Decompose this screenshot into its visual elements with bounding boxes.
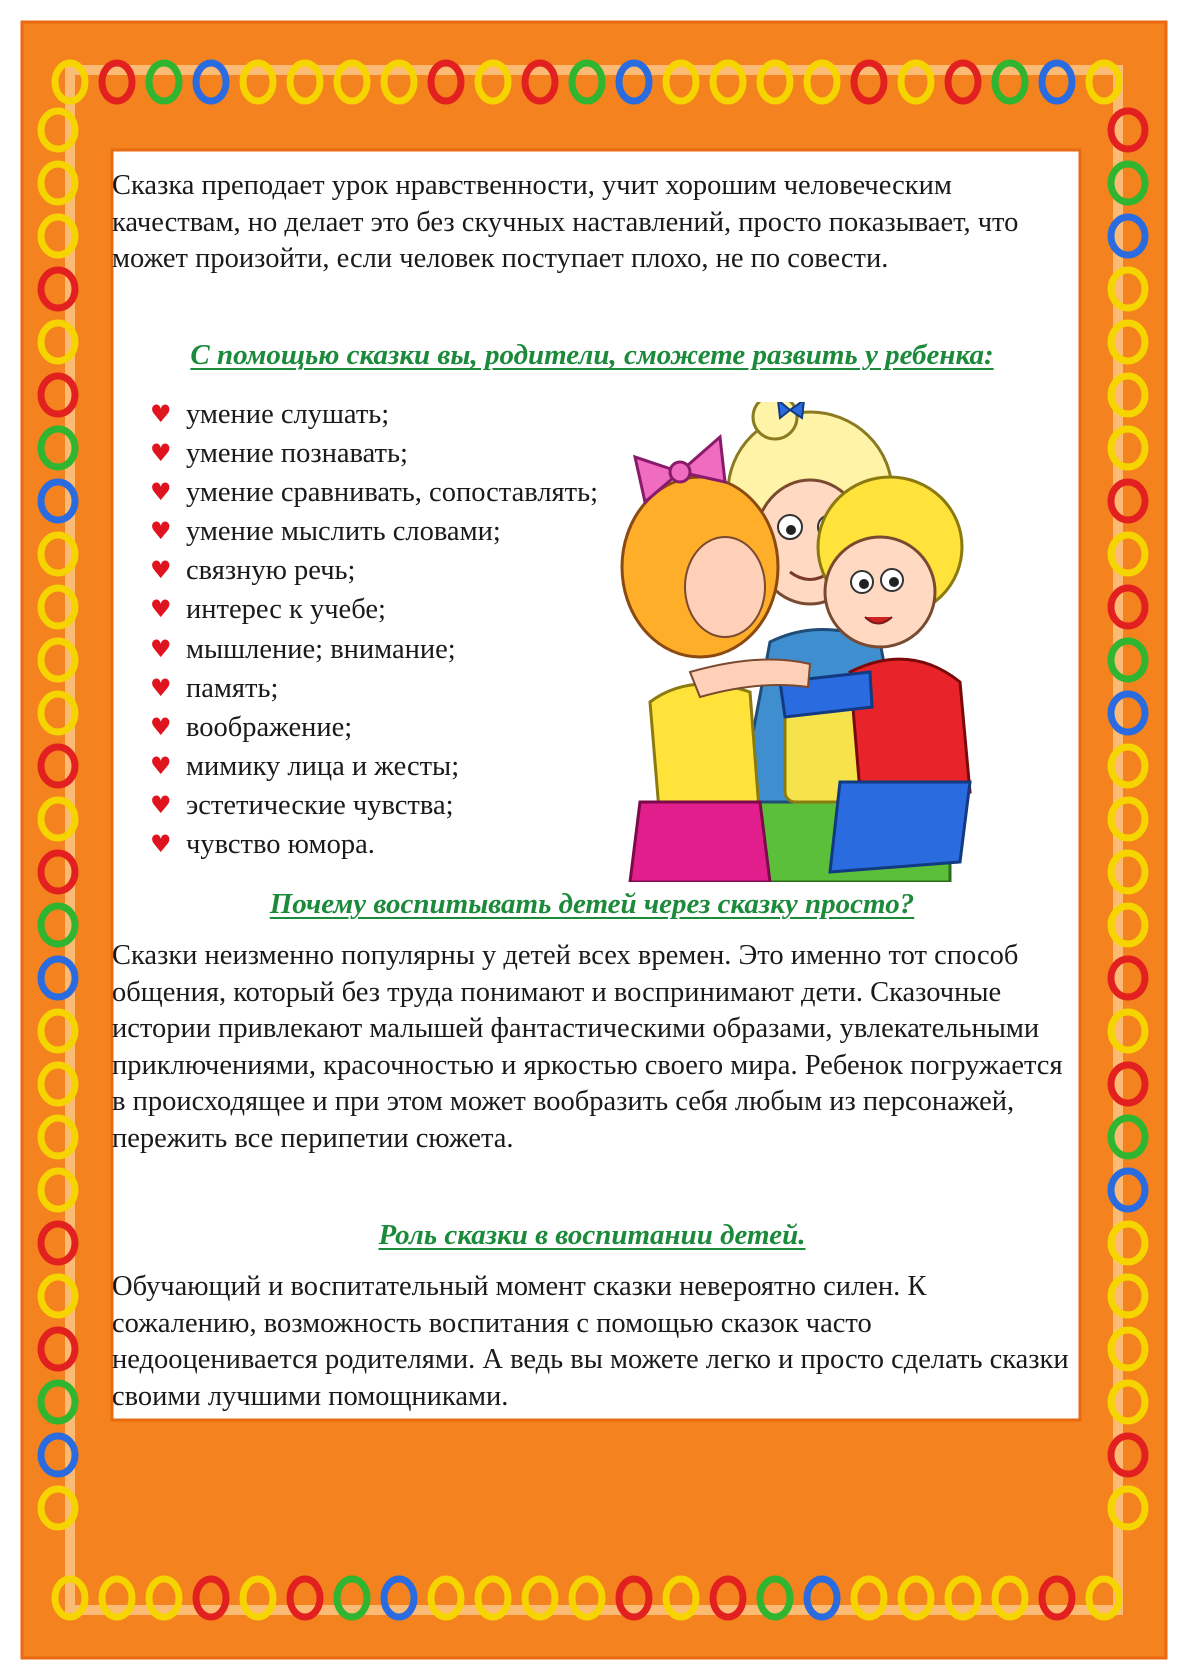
grandmother-children-illustration [610, 402, 1020, 882]
skill-text: эстетические чувства; [186, 789, 454, 821]
heart-icon: ♥ [150, 830, 172, 859]
heart-icon: ♥ [150, 712, 172, 741]
boy-pants [830, 782, 970, 872]
heart-icon: ♥ [150, 517, 172, 546]
section2-paragraph: Сказки неизменно популярны у детей всех времен. Это именно тот способ общения, который без труда понимают и воспринимают дети. Сказочные истории привлекают малышей фантастическими образами, увлекательными приключениями, красочностью и яркостью своего мира. Ребенок погружается в происходящее и при этом может вообразить себя любым из персонажей, пережить все перипетии сюжета. [112, 940, 1063, 1154]
heart-icon: ♥ [150, 751, 172, 780]
skill-text: воображение; [186, 711, 353, 743]
intro-paragraph: Сказка преподает урок нравственности, учит хорошим человеческим качествам, но делает это без скучных наставлений, просто показывает, что может произойти, если человек поступает плохо, не по совести. [112, 170, 1019, 274]
section1-heading: С помощью сказки вы, родители, сможете развить у ребенка: [190, 339, 994, 371]
section3-paragraph: Обучающий и воспитательный момент сказки невероятно силен. К сожалению, возможность воспитания с помощью сказок часто недооценивается родителями. А ведь вы можете легко и просто сделать сказки своими лучшими помощниками. [112, 1271, 1069, 1412]
skill-text: умение мыслить словами; [186, 516, 501, 548]
heart-icon: ♥ [150, 595, 172, 624]
skill-text: связную речь; [186, 555, 356, 587]
skill-text: мышление; внимание; [186, 633, 456, 665]
skill-text: умение познавать; [186, 438, 408, 470]
skill-list-item [150, 825, 598, 864]
section3-heading: Роль сказки в воспитании детей. [378, 1219, 806, 1251]
skill-text: интерес к учебе; [186, 594, 386, 626]
skill-list-item [150, 434, 598, 473]
heart-icon: ♥ [150, 556, 172, 585]
skill-list-item [150, 395, 598, 434]
girl-face [685, 537, 765, 637]
heart-icon: ♥ [150, 634, 172, 663]
boy-face [825, 537, 935, 647]
skills-list [150, 395, 598, 864]
skill-list-item [150, 512, 598, 551]
skill-text: память; [186, 672, 279, 704]
skill-list-item [150, 551, 598, 590]
skill-text: чувство юмора. [186, 829, 375, 861]
skill-text: умение слушать; [186, 399, 390, 430]
girl-skirt [630, 802, 770, 882]
skill-text: мимику лица и жесты; [186, 750, 460, 782]
heart-icon: ♥ [150, 673, 172, 702]
heart-icon: ♥ [150, 478, 172, 507]
skill-list-item [150, 747, 598, 786]
skill-list-item [150, 708, 598, 747]
section2-heading: Почему воспитывать детей через сказку просто? [269, 888, 915, 920]
heart-icon: ♥ [150, 439, 172, 468]
skill-text: умение сравнивать, сопоставлять; [186, 477, 599, 509]
skill-list-item [150, 473, 598, 512]
heart-icon: ♥ [150, 400, 172, 428]
grandmother-bun [753, 402, 797, 439]
skill-list-item [150, 669, 598, 708]
heart-icon: ♥ [150, 790, 172, 819]
skill-list-item [150, 630, 598, 669]
skill-list-item [150, 786, 598, 825]
skill-list-item [150, 590, 598, 629]
